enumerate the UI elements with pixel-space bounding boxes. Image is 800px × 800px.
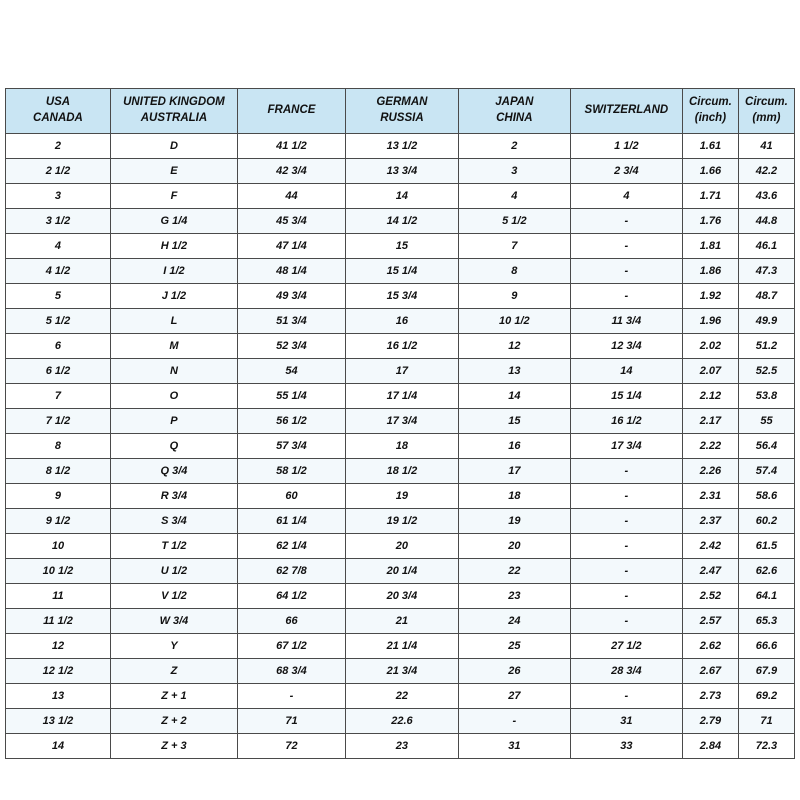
table-cell-german-russia: 17 3/4 [346, 409, 459, 434]
table-cell-japan-china: 18 [458, 484, 570, 509]
table-cell-german-russia: 21 [346, 609, 459, 634]
table-cell-uk-australia: D [110, 134, 237, 159]
table-cell-circum-mm: 57.4 [738, 459, 794, 484]
table-cell-circum-mm: 46.1 [738, 234, 794, 259]
table-cell-switzerland: 17 3/4 [570, 434, 682, 459]
table-cell-german-russia: 15 1/4 [346, 259, 459, 284]
table-cell-german-russia: 21 3/4 [346, 659, 459, 684]
table-cell-uk-australia: R 3/4 [110, 484, 237, 509]
table-cell-switzerland: - [570, 284, 682, 309]
table-cell-uk-australia: E [110, 159, 237, 184]
table-cell-circum-mm: 51.2 [738, 334, 794, 359]
table-cell-uk-australia: Z + 3 [110, 734, 237, 759]
table-cell-german-russia: 22 [346, 684, 459, 709]
table-cell-japan-china: - [458, 709, 570, 734]
table-cell-circum-inch: 2.22 [682, 434, 738, 459]
table-cell-uk-australia: H 1/2 [110, 234, 237, 259]
table-cell-circum-inch: 2.37 [682, 509, 738, 534]
table-cell-japan-china: 25 [458, 634, 570, 659]
table-cell-circum-mm: 55 [738, 409, 794, 434]
table-cell-german-russia: 23 [346, 734, 459, 759]
table-row [6, 334, 795, 359]
table-cell-circum-mm: 64.1 [738, 584, 794, 609]
table-row [6, 234, 795, 259]
table-cell-japan-china: 2 [458, 134, 570, 159]
table-cell-japan-china: 4 [458, 184, 570, 209]
table-cell-german-russia: 18 1/2 [346, 459, 459, 484]
table-cell-france: 52 3/4 [237, 334, 345, 359]
table-cell-usa-canada: 6 1/2 [6, 359, 111, 384]
table-cell-japan-china: 23 [458, 584, 570, 609]
table-cell-france: 71 [237, 709, 345, 734]
table-cell-france: 56 1/2 [237, 409, 345, 434]
table-cell-japan-china: 9 [458, 284, 570, 309]
table-cell-japan-china: 10 1/2 [458, 309, 570, 334]
table-cell-german-russia: 22.6 [346, 709, 459, 734]
table-cell-switzerland: 4 [570, 184, 682, 209]
table-cell-uk-australia: Y [110, 634, 237, 659]
table-cell-usa-canada: 4 1/2 [6, 259, 111, 284]
table-cell-circum-inch: 1.76 [682, 209, 738, 234]
table-cell-circum-mm: 42.2 [738, 159, 794, 184]
table-cell-usa-canada: 2 [6, 134, 111, 159]
table-cell-japan-china: 7 [458, 234, 570, 259]
table-cell-france: 41 1/2 [237, 134, 345, 159]
table-cell-circum-inch: 2.07 [682, 359, 738, 384]
table-cell-france: 64 1/2 [237, 584, 345, 609]
table-cell-usa-canada: 10 [6, 534, 111, 559]
table-cell-usa-canada: 7 [6, 384, 111, 409]
table-cell-german-russia: 16 [346, 309, 459, 334]
table-row [6, 409, 795, 434]
table-cell-german-russia: 13 3/4 [346, 159, 459, 184]
table-cell-circum-mm: 69.2 [738, 684, 794, 709]
table-cell-circum-mm: 62.6 [738, 559, 794, 584]
table-cell-usa-canada: 7 1/2 [6, 409, 111, 434]
table-row [6, 359, 795, 384]
table-row [6, 659, 795, 684]
column-header-line: FRANCE [267, 104, 316, 117]
table-cell-france: 48 1/4 [237, 259, 345, 284]
table-cell-circum-inch: 2.67 [682, 659, 738, 684]
table-cell-uk-australia: Z + 2 [110, 709, 237, 734]
table-cell-uk-australia: P [110, 409, 237, 434]
table-cell-japan-china: 26 [458, 659, 570, 684]
table-cell-japan-china: 12 [458, 334, 570, 359]
table-cell-usa-canada: 9 [6, 484, 111, 509]
table-cell-circum-inch: 1.96 [682, 309, 738, 334]
table-cell-switzerland: - [570, 684, 682, 709]
column-header-france [237, 89, 345, 134]
table-cell-circum-mm: 67.9 [738, 659, 794, 684]
table-cell-circum-inch: 2.17 [682, 409, 738, 434]
table-cell-circum-mm: 52.5 [738, 359, 794, 384]
table-cell-japan-china: 24 [458, 609, 570, 634]
table-cell-switzerland: 27 1/2 [570, 634, 682, 659]
table-cell-circum-mm: 60.2 [738, 509, 794, 534]
table-header [6, 89, 795, 134]
table-cell-switzerland: - [570, 234, 682, 259]
table-row [6, 684, 795, 709]
table-cell-uk-australia: V 1/2 [110, 584, 237, 609]
column-header-line: CANADA [33, 112, 83, 124]
table-row [6, 534, 795, 559]
table-cell-german-russia: 20 1/4 [346, 559, 459, 584]
table-cell-uk-australia: U 1/2 [110, 559, 237, 584]
table-row [6, 734, 795, 759]
table-cell-circum-inch: 1.71 [682, 184, 738, 209]
table-cell-japan-china: 31 [458, 734, 570, 759]
column-header-switzerland [570, 89, 682, 134]
table-cell-circum-mm: 72.3 [738, 734, 794, 759]
table-cell-circum-mm: 53.8 [738, 384, 794, 409]
table-cell-circum-mm: 71 [738, 709, 794, 734]
table-cell-switzerland: 33 [570, 734, 682, 759]
table-cell-usa-canada: 8 1/2 [6, 459, 111, 484]
table-cell-circum-inch: 2.73 [682, 684, 738, 709]
column-header-line: Circum. [745, 96, 788, 109]
table-cell-france: 60 [237, 484, 345, 509]
table-cell-france: 51 3/4 [237, 309, 345, 334]
table-cell-circum-mm: 66.6 [738, 634, 794, 659]
table-row [6, 459, 795, 484]
table-cell-uk-australia: F [110, 184, 237, 209]
table-cell-france: 62 7/8 [237, 559, 345, 584]
header-row [6, 89, 795, 134]
table-cell-circum-inch: 2.84 [682, 734, 738, 759]
table-cell-france: 57 3/4 [237, 434, 345, 459]
table-cell-circum-inch: 2.57 [682, 609, 738, 634]
table-cell-circum-mm: 65.3 [738, 609, 794, 634]
table-cell-circum-mm: 47.3 [738, 259, 794, 284]
table-cell-japan-china: 3 [458, 159, 570, 184]
table-cell-german-russia: 13 1/2 [346, 134, 459, 159]
table-cell-japan-china: 16 [458, 434, 570, 459]
table-cell-circum-mm: 44.8 [738, 209, 794, 234]
table-row [6, 159, 795, 184]
table-cell-german-russia: 14 1/2 [346, 209, 459, 234]
table-cell-uk-australia: J 1/2 [110, 284, 237, 309]
table-cell-uk-australia: Q 3/4 [110, 459, 237, 484]
table-row [6, 484, 795, 509]
table-cell-japan-china: 5 1/2 [458, 209, 570, 234]
table-cell-uk-australia: I 1/2 [110, 259, 237, 284]
table-cell-usa-canada: 12 [6, 634, 111, 659]
table-cell-japan-china: 15 [458, 409, 570, 434]
table-cell-usa-canada: 2 1/2 [6, 159, 111, 184]
table-cell-usa-canada: 14 [6, 734, 111, 759]
table-row [6, 384, 795, 409]
table-cell-circum-mm: 61.5 [738, 534, 794, 559]
table-cell-usa-canada: 11 1/2 [6, 609, 111, 634]
table-cell-usa-canada: 6 [6, 334, 111, 359]
table-cell-uk-australia: Q [110, 434, 237, 459]
table-cell-france: 62 1/4 [237, 534, 345, 559]
table-cell-german-russia: 18 [346, 434, 459, 459]
table-cell-uk-australia: N [110, 359, 237, 384]
table-cell-switzerland: 15 1/4 [570, 384, 682, 409]
table-cell-usa-canada: 4 [6, 234, 111, 259]
column-header-line: (mm) [752, 112, 781, 124]
table-row [6, 309, 795, 334]
table-cell-circum-inch: 1.66 [682, 159, 738, 184]
table-cell-switzerland: - [570, 484, 682, 509]
table-cell-circum-mm: 43.6 [738, 184, 794, 209]
column-header-line: AUSTRALIA [140, 112, 208, 124]
table-cell-circum-inch: 2.62 [682, 634, 738, 659]
table-cell-usa-canada: 5 [6, 284, 111, 309]
table-cell-circum-inch: 2.52 [682, 584, 738, 609]
column-header-uk-australia [110, 89, 237, 134]
table-cell-switzerland: 14 [570, 359, 682, 384]
table-cell-japan-china: 14 [458, 384, 570, 409]
table-cell-circum-mm: 48.7 [738, 284, 794, 309]
table-cell-switzerland: 12 3/4 [570, 334, 682, 359]
table-cell-circum-inch: 2.31 [682, 484, 738, 509]
table-cell-france: - [237, 684, 345, 709]
table-cell-france: 61 1/4 [237, 509, 345, 534]
table-cell-german-russia: 15 [346, 234, 459, 259]
column-header-circum-inch [682, 89, 738, 134]
table-cell-german-russia: 20 [346, 534, 459, 559]
table-cell-circum-inch: 2.79 [682, 709, 738, 734]
table-row [6, 134, 795, 159]
table-cell-switzerland: 11 3/4 [570, 309, 682, 334]
column-header-line: GERMAN [376, 96, 428, 109]
table-cell-circum-inch: 1.61 [682, 134, 738, 159]
table-cell-circum-inch: 2.42 [682, 534, 738, 559]
column-header-usa-canada [6, 89, 111, 134]
table-cell-circum-inch: 2.47 [682, 559, 738, 584]
table-cell-france: 68 3/4 [237, 659, 345, 684]
table-row [6, 509, 795, 534]
table-row [6, 284, 795, 309]
table-cell-france: 66 [237, 609, 345, 634]
table-cell-japan-china: 13 [458, 359, 570, 384]
table-cell-usa-canada: 13 [6, 684, 111, 709]
table-row [6, 609, 795, 634]
table-cell-german-russia: 15 3/4 [346, 284, 459, 309]
table-cell-france: 47 1/4 [237, 234, 345, 259]
table-cell-german-russia: 17 1/4 [346, 384, 459, 409]
table-cell-uk-australia: S 3/4 [110, 509, 237, 534]
table-cell-switzerland: - [570, 584, 682, 609]
table-cell-switzerland: 2 3/4 [570, 159, 682, 184]
table-cell-uk-australia: M [110, 334, 237, 359]
table-cell-switzerland: 28 3/4 [570, 659, 682, 684]
table-cell-switzerland: - [570, 559, 682, 584]
table-cell-german-russia: 19 1/2 [346, 509, 459, 534]
table-cell-uk-australia: Z [110, 659, 237, 684]
table-cell-uk-australia: T 1/2 [110, 534, 237, 559]
table-cell-france: 67 1/2 [237, 634, 345, 659]
column-header-line: (inch) [694, 112, 727, 124]
table-cell-france: 54 [237, 359, 345, 384]
table-row [6, 559, 795, 584]
table-cell-france: 58 1/2 [237, 459, 345, 484]
table-row [6, 259, 795, 284]
table-cell-switzerland: - [570, 259, 682, 284]
table-cell-france: 72 [237, 734, 345, 759]
table-cell-circum-inch: 2.02 [682, 334, 738, 359]
table-row [6, 184, 795, 209]
table-row [6, 584, 795, 609]
table-cell-switzerland: - [570, 459, 682, 484]
table-cell-usa-canada: 3 1/2 [6, 209, 111, 234]
table-cell-german-russia: 20 3/4 [346, 584, 459, 609]
table-row [6, 209, 795, 234]
table-cell-circum-mm: 49.9 [738, 309, 794, 334]
column-header-line: SWITZERLAND [584, 104, 669, 117]
table-cell-uk-australia: Z + 1 [110, 684, 237, 709]
table-cell-usa-canada: 12 1/2 [6, 659, 111, 684]
table-cell-switzerland: 16 1/2 [570, 409, 682, 434]
table-cell-circum-mm: 56.4 [738, 434, 794, 459]
table-row [6, 634, 795, 659]
column-header-line: Circum. [688, 96, 732, 109]
table-body [6, 134, 795, 759]
table-cell-france: 44 [237, 184, 345, 209]
table-cell-japan-china: 17 [458, 459, 570, 484]
table-cell-japan-china: 19 [458, 509, 570, 534]
table-cell-usa-canada: 9 1/2 [6, 509, 111, 534]
table-cell-switzerland: - [570, 209, 682, 234]
table-cell-japan-china: 22 [458, 559, 570, 584]
table-row [6, 434, 795, 459]
table-cell-france: 55 1/4 [237, 384, 345, 409]
table-cell-switzerland: 31 [570, 709, 682, 734]
table-cell-circum-inch: 2.12 [682, 384, 738, 409]
column-header-line: USA [45, 96, 71, 109]
table-cell-circum-inch: 1.86 [682, 259, 738, 284]
column-header-line: JAPAN [495, 96, 534, 109]
table-cell-uk-australia: W 3/4 [110, 609, 237, 634]
table-cell-switzerland: 1 1/2 [570, 134, 682, 159]
table-cell-usa-canada: 3 [6, 184, 111, 209]
column-header-line: CHINA [496, 112, 533, 124]
table-cell-circum-inch: 2.26 [682, 459, 738, 484]
column-header-line: UNITED KINGDOM [123, 96, 225, 109]
ring-size-conversion-table [5, 88, 795, 759]
table-cell-japan-china: 20 [458, 534, 570, 559]
table-cell-circum-mm: 41 [738, 134, 794, 159]
table-cell-usa-canada: 5 1/2 [6, 309, 111, 334]
table-cell-switzerland: - [570, 509, 682, 534]
table-cell-german-russia: 17 [346, 359, 459, 384]
table-cell-circum-inch: 1.81 [682, 234, 738, 259]
table-cell-japan-china: 8 [458, 259, 570, 284]
table-cell-france: 42 3/4 [237, 159, 345, 184]
table-cell-france: 49 3/4 [237, 284, 345, 309]
table-cell-german-russia: 16 1/2 [346, 334, 459, 359]
table-cell-circum-mm: 58.6 [738, 484, 794, 509]
table-cell-uk-australia: L [110, 309, 237, 334]
table-cell-switzerland: - [570, 609, 682, 634]
table-cell-uk-australia: O [110, 384, 237, 409]
table-cell-german-russia: 19 [346, 484, 459, 509]
table-cell-uk-australia: G 1/4 [110, 209, 237, 234]
table-cell-switzerland: - [570, 534, 682, 559]
table-row [6, 709, 795, 734]
table-cell-usa-canada: 13 1/2 [6, 709, 111, 734]
table-cell-france: 45 3/4 [237, 209, 345, 234]
table-cell-usa-canada: 8 [6, 434, 111, 459]
column-header-line: RUSSIA [380, 112, 424, 124]
table-cell-circum-inch: 1.92 [682, 284, 738, 309]
table-cell-usa-canada: 11 [6, 584, 111, 609]
column-header-japan-china [458, 89, 570, 134]
table-cell-usa-canada: 10 1/2 [6, 559, 111, 584]
column-header-circum-mm [738, 89, 794, 134]
table-cell-german-russia: 14 [346, 184, 459, 209]
column-header-german-russia [346, 89, 459, 134]
table-cell-german-russia: 21 1/4 [346, 634, 459, 659]
table-cell-japan-china: 27 [458, 684, 570, 709]
